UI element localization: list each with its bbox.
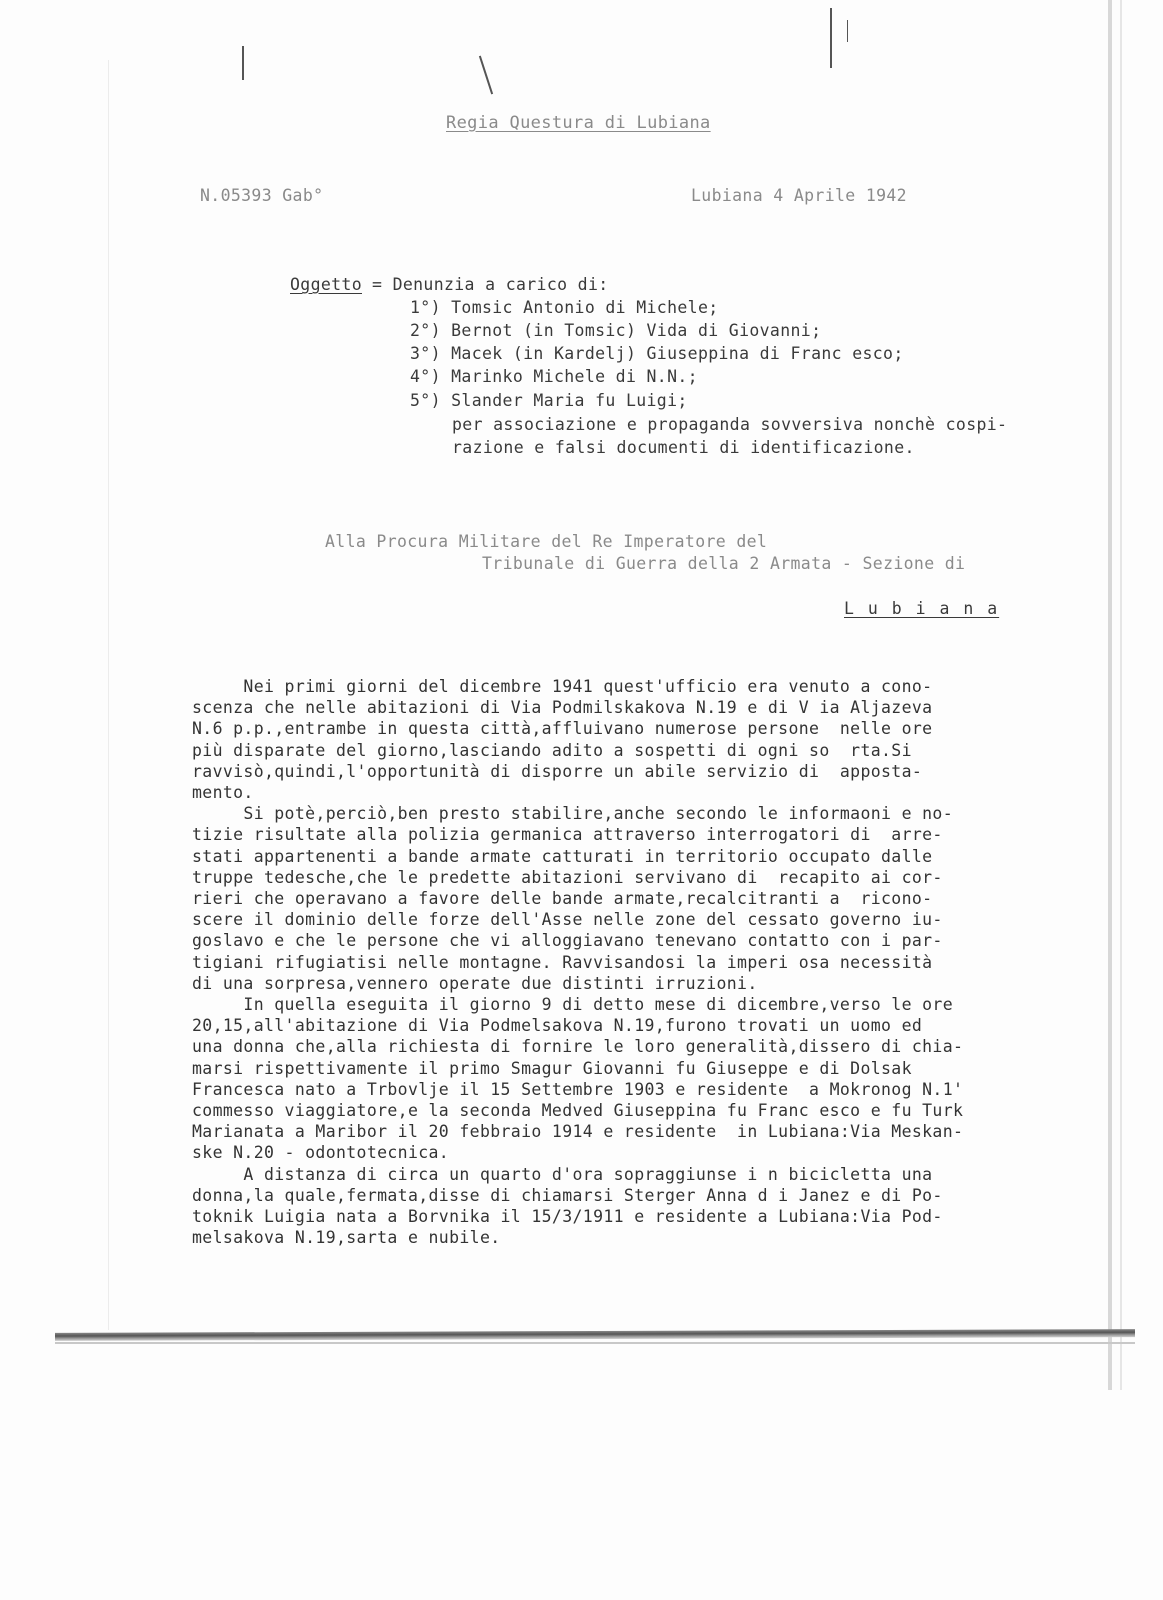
body-line: In quella eseguita il giorno 9 di detto mese di dicembre,verso le ore	[192, 995, 954, 1015]
body-line: marsi rispettivamente il primo Smagur Giovanni fu Giuseppe e di Dolsak	[192, 1058, 912, 1078]
body-line: scenza che nelle abitazioni di Via Podmilskakova N.19 e di V ia Aljazeva	[192, 698, 933, 718]
body-line: goslavo e che le persone che vi alloggiavano tenevano contatto con i par-	[192, 931, 943, 951]
subject-intro: = Denunzia a carico di:	[372, 275, 609, 294]
page-bottom-edge	[55, 1329, 1135, 1341]
scan-edge	[1108, 0, 1112, 1390]
body-line: melsakova N.19,sarta e nubile.	[192, 1228, 501, 1248]
accused-2: 2°) Bernot (in Tomsic) Vida di Giovanni;	[410, 321, 822, 340]
body-line: Nei primi giorni del dicembre 1941 quest'ufficio era venuto a cono-	[192, 677, 933, 696]
body-line: N.6 p.p.,entrambe in questa città,affluivano numerose persone nelle ore	[192, 719, 933, 739]
charge-line: per associazione e propaganda sovversiva nonchè cospi-	[452, 415, 1008, 434]
body-line: di una sorpresa,vennero operate due distinti irruzioni.	[192, 973, 758, 993]
scan-mark	[479, 56, 493, 95]
body-line: A distanza di circa un quarto d'ora sopraggiunse i n bicicletta una	[192, 1164, 933, 1184]
accused-1: 1°) Tomsic Antonio di Michele;	[410, 298, 719, 317]
accused-5: 5°) Slander Maria fu Luigi;	[410, 391, 688, 410]
body-line: commesso viaggiatore,e la seconda Medved Giuseppina fu Franc esco e fu Turk	[192, 1101, 964, 1121]
place-date: Lubiana 4 Aprile 1942	[691, 186, 907, 205]
body-line: mento.	[192, 783, 254, 803]
protocol-number: N.05393 Gab°	[200, 186, 324, 205]
body-line: 20,15,all'abitazione di Via Podmelsakova N.19,furono trovati un uomo ed	[192, 1016, 923, 1036]
body-line: Si potè,perciò,ben presto stabilire,anche secondo le informaoni e no-	[192, 804, 954, 824]
body-line: rieri che operavano a favore delle bande armate,recalcitranti a ricono-	[192, 889, 933, 909]
scan-edge	[108, 60, 109, 1330]
body-line: Marianata a Maribor il 20 febbraio 1914 e residente in Lubiana:Via Meskan-	[192, 1122, 964, 1142]
scan-edge	[1120, 0, 1122, 1390]
subject-label: Oggetto	[290, 275, 362, 294]
body-text	[192, 676, 1052, 1248]
body-line: ravvisò,quindi,l'opportunità di disporre un abile servizio di apposta-	[192, 761, 923, 781]
body-line: donna,la quale,fermata,disse di chiamarsi Sterger Anna d i Janez e di Po-	[192, 1185, 943, 1205]
body-line: una donna che,alla richiesta di fornire le loro generalità,dissero di chia-	[192, 1037, 964, 1057]
recipient-city: L u b i a n a	[844, 599, 1000, 618]
body-line: stati appartenenti a bande armate catturati in territorio occupato dalle	[192, 846, 933, 866]
page-bottom-edge	[55, 1342, 1135, 1344]
recipient-line: Tribunale di Guerra della 2 Armata - Sezione di	[482, 554, 966, 573]
scan-mark	[242, 46, 244, 80]
recipient-line: Alla Procura Militare del Re Imperatore del	[325, 532, 768, 551]
accused-4: 4°) Marinko Michele di N.N.;	[410, 367, 698, 386]
body-line: scere il dominio delle forze dell'Asse nelle zone del cessato governo iu-	[192, 910, 943, 930]
body-line: truppe tedesche,che le predette abitazioni servivano di recapito ai cor-	[192, 867, 943, 887]
accused-3: 3°) Macek (in Kardelj) Giuseppina di Franc esco;	[410, 344, 904, 363]
body-line: tizie risultate alla polizia germanica attraverso interrogatori di arre-	[192, 825, 943, 845]
scan-mark	[830, 8, 832, 68]
body-line: tigiani rifugiatisi nelle montagne. Ravvisandosi la imperi osa necessità	[192, 952, 933, 972]
body-line: ske N.20 - odontotecnica.	[192, 1143, 450, 1163]
charge-line: razione e falsi documenti di identificazione.	[452, 438, 915, 457]
body-line: più disparate del giorno,lasciando adito a sospetti di ogni so rta.Si	[192, 740, 912, 760]
body-line: Francesca nato a Trbovlje il 15 Settembre 1903 e residente a Mokronog N.1'	[192, 1079, 964, 1099]
office-title: Regia Questura di Lubiana	[446, 113, 711, 133]
scan-mark	[847, 20, 848, 42]
body-line: toknik Luigia nata a Borvnika il 15/3/1911 e residente a Lubiana:Via Pod-	[192, 1207, 943, 1227]
